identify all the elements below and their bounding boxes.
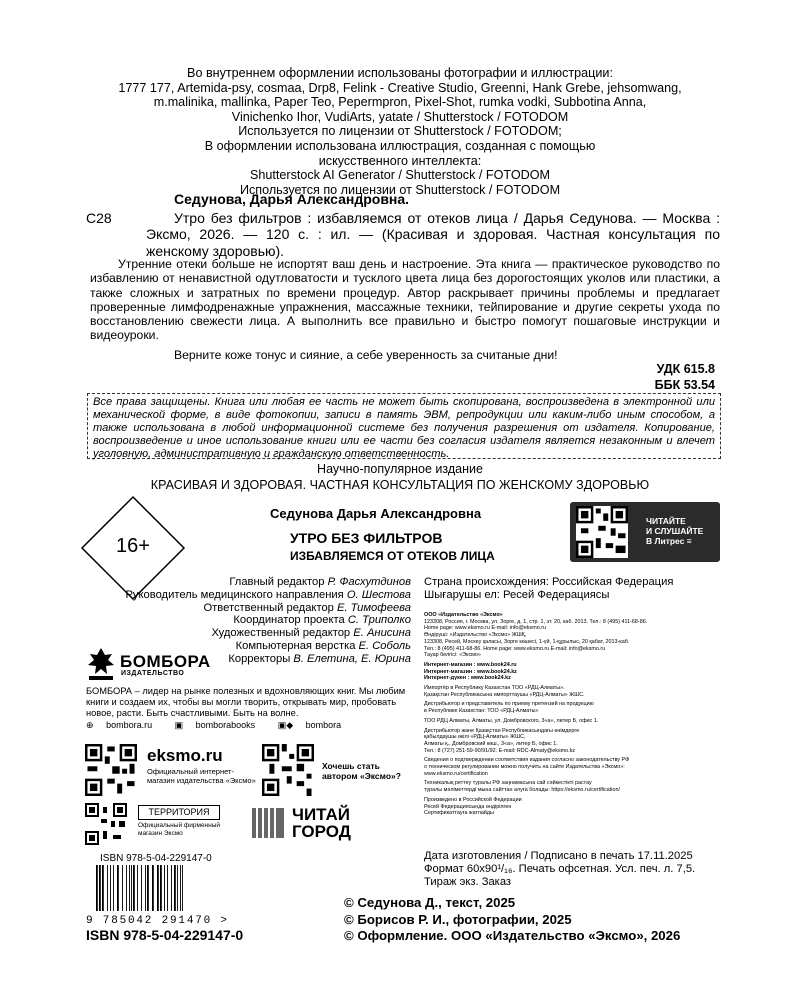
fine-line: Техникалық реттеу туралы РФ заңнамасына сай сәйкестікті растау: [424, 780, 592, 787]
barcode-bar: [174, 865, 176, 911]
age-rating: 16+: [116, 535, 150, 557]
litres-label: [646, 516, 703, 546]
barcode-bar: [147, 865, 149, 911]
fine-line: Тауар белгісі: «Эксмо»: [424, 652, 481, 659]
bib-code: С28: [86, 210, 112, 226]
staff-row: Компьютерная верстка Е. Соболь: [235, 639, 411, 652]
credits-line: Используется по лицензии от Shutterstock / FOTODOM;: [238, 124, 562, 139]
eksmo-qr-icon[interactable]: [85, 744, 137, 796]
barcode-bar: [171, 865, 172, 911]
print-run: Тираж экз. Заказ: [424, 876, 512, 889]
barcode-bar: [117, 865, 119, 911]
fine-line: Өндіруші: «Издательство «Эксмо» ЖШҚ,: [424, 632, 527, 639]
fine-line: Сертификаттауға жатпайды: [424, 810, 494, 817]
bombora-name: БОМБОРА: [120, 652, 211, 671]
vk-icon: ▣: [174, 720, 184, 730]
fine-line: Алматы қ., Домбровский көш., 3«а», литер Б, офис 1.: [424, 740, 558, 747]
isbn-small: ISBN 978-5-04-229147-0: [100, 853, 212, 864]
credits-line: искусственного интеллекта:: [318, 153, 482, 168]
staff-row: Художественный редактор Е. Анисина: [211, 627, 411, 640]
barcode-bar: [129, 865, 130, 911]
barcode-bar: [157, 865, 159, 911]
udk-code: УДК 615.8: [656, 362, 715, 376]
social-link[interactable]: ▣◆ bombora: [277, 720, 342, 730]
fine-line: Сведения о подтверждении соответствия издания согласно законодательству РФ: [424, 757, 630, 764]
bib-description: Утро без фильтров : избавляемся от отеков лица / Дарья Седунова. — Москва : Эксмо, 2026. — 120 с. : ил. — (Красивая и здоровая. Частная консультация по женскому здоровью).: [146, 210, 720, 259]
barcode-digits: 9 785042 291470 >: [86, 915, 229, 925]
barcode-bar: [99, 865, 101, 911]
staff-row: Руководитель медицинского направления О. Шестова: [125, 588, 411, 601]
classification-codes: [655, 361, 715, 393]
series-name: КРАСИВАЯ И ЗДОРОВАЯ. ЧАСТНАЯ КОНСУЛЬТАЦИЯ ПО ЖЕНСКОМУ ЗДОРОВЬЮ: [150, 478, 650, 492]
fine-line: Home page: www.eksmo.ru E-mail: info@eksmo.ru: [424, 625, 547, 632]
barcode-bar: [107, 865, 108, 911]
print-info: [424, 850, 695, 890]
litres-line: В Литрес ≡: [646, 536, 692, 546]
credits-line: Используется по лицензии от Shutterstock / FOTODOM: [239, 182, 561, 197]
credits-line: Во внутреннем оформлении использованы фотографии и иллюстрации:: [187, 66, 613, 80]
print-format: Формат 60x90¹/₁₆. Печать офсетная. Усл. печ. л. 7,5.: [424, 863, 696, 876]
output-author: Седунова Дарья Александровна: [270, 506, 482, 521]
litres-qr-icon: [576, 506, 628, 558]
author-qr-icon[interactable]: [262, 744, 314, 796]
fine-line: Интернет-дүкен : www.book24.kz: [424, 675, 511, 682]
barcode-bar: [102, 865, 104, 911]
social-link[interactable]: ⊕ bombora.ru: [86, 720, 153, 730]
territory-qr-icon[interactable]: [85, 803, 127, 845]
fine-line: Тел.: 8 (495) 411-68-86. Home page: www.eksmo.ru E-mail: info@eksmo.ru: [424, 645, 606, 652]
barcode-bar: [160, 865, 162, 911]
copyrights: [344, 895, 680, 945]
isbn-big: ISBN 978-5-04-229147-0: [86, 927, 244, 943]
edition-kind: Научно-популярное издание: [317, 462, 483, 476]
territory-logo: ТЕРРИТОРИЯ: [138, 805, 220, 820]
fine-line: Ресей Федерациясында өндірілген: [424, 803, 512, 810]
barcode-bar: [113, 865, 114, 911]
barcode-bar: [131, 865, 132, 911]
chitai-gorod-logo-icon: [252, 808, 286, 838]
social-link[interactable]: ▣ bomborabooks: [174, 720, 256, 730]
isbn-barcode: [86, 865, 282, 925]
origin-country: [424, 576, 673, 602]
barcode-bar: [122, 865, 123, 911]
want-line: Хочешь стать: [322, 761, 380, 771]
barcode-bar: [133, 865, 135, 911]
fine-line: ООО «Издательство «Эксмо»: [424, 612, 503, 618]
fine-line: Импортёр в Республику Казахстан ТОО «РДЦ-Алматы».: [424, 685, 565, 692]
fine-line: Дистрибьютор жане Қазақстан Республикасындағы өнімдерге: [424, 727, 580, 734]
fine-line: қабылдаушы өкілі «РДЦ-Алматы» ЖШС,: [424, 734, 526, 741]
barcode-bar: [110, 865, 111, 911]
credits-line: В оформлении использована иллюстрация, созданная с помощью: [204, 138, 596, 153]
bombora-logo-icon: [86, 646, 116, 682]
fine-line: Интернет-магазин : www.book24.kz: [424, 668, 517, 675]
credits-line: m.malinika, mallinka, Paper Teo, Pepermpron, Pixel-Shot, rumka vodki, Subbotina Anna,: [153, 95, 647, 110]
barcode-bar: [177, 865, 178, 911]
barcode-bar: [96, 865, 98, 911]
print-dates: Дата изготовления / Подписано в печать 17.11.2025: [424, 850, 693, 862]
barcode-bar: [141, 865, 142, 911]
staff-row: Ответственный редактор Е. Тимофеева: [203, 601, 411, 614]
barcode-bar: [182, 865, 183, 911]
barcode-bar: [126, 865, 127, 911]
fine-line: о техническом регулировании можно получить на сайте Издательства «Эксмо»:: [424, 764, 625, 771]
fine-line: 123308, Ресей, Мәскеу қаласы, Зорге көшесі, 1-үй, 1-құрылыс, 20 қабат, 2013-каб.: [424, 638, 630, 645]
output-title: УТРО БЕЗ ФИЛЬТРОВ: [290, 530, 443, 546]
credits-line: Shutterstock AI Generator / Shutterstock / FOTODOM: [249, 168, 551, 183]
eksmo-site[interactable]: eksmo.ru: [147, 746, 223, 765]
publisher-fine-print: [424, 612, 724, 817]
fine-line: Қазақстан Республикасына импорттаушы «РДЦ-Алматы» ЖШС.: [424, 691, 585, 698]
bombora-sub: ИЗДАТЕЛЬСТВО: [121, 670, 185, 677]
copyright-line: © Седунова Д., текст, 2025: [344, 895, 516, 910]
telegram-icon: ▣◆: [277, 720, 294, 730]
barcode-bar: [152, 865, 154, 911]
fine-line: ТОО РДЦ Алматы, Алматы, ул. Домбровского, 3«а», литер Б, офис 1.: [424, 717, 599, 724]
photo-credits: [80, 66, 720, 197]
eksmo-description: Официальный интернет-магазин издательства «Эксмо»: [147, 767, 256, 785]
fine-line: Произведено в Российской Федерации: [424, 796, 522, 803]
globe-icon: ⊕: [86, 720, 94, 730]
litres-line: ЧИТАЙТЕ: [646, 516, 686, 526]
bombora-description: БОМБОРА – лидер на рынке полезных и вдохновляющих книг. Мы любим книги и создаем их, чтобы вы могли творить, открывать мир, пробовать новое, расти. Быть счастливыми. Быть на волне.: [86, 686, 406, 718]
origin-kz: Шығарушы ел: Ресей Федерациясы: [424, 589, 610, 601]
litres-line: И СЛУШАЙТЕ: [646, 526, 704, 536]
fine-line: туралы мәліметтерді мына сайттан алуға болады: https://eksmo.ru/certification/: [424, 787, 620, 794]
copyright-line: © Борисов Р. И., фотографии, 2025: [344, 911, 572, 927]
bombora-socials: [86, 720, 361, 731]
bib-author: Седунова, Дарья Александровна.: [174, 191, 410, 207]
chitai-gorod-name: ЧИТАЙ ГОРОД: [292, 805, 351, 841]
barcode-bar: [145, 865, 146, 911]
staff-row: Корректоры В. Елетина, Е. Юрина: [228, 652, 411, 665]
credits-line: Vinichenko Ihor, VudiArts, yatate / Shutterstock / FOTODOM: [231, 109, 569, 124]
rights-notice: Все права защищены. Книга или любая ее часть не может быть скопирована, воспроизведена в электронной или механической форме, в виде фотокопии, записи в память ЭВМ, репродукции или каким-либо иным способом, а также использована в любой информационной системе без получения разрешения от издателя. Копирование, воспроизведение и иное использование книги или ее части без согласия издателя является незаконным и влечет уголовную, административную и гражданскую ответственность.: [87, 393, 721, 459]
credits-line: 1777 177, Artemida-psy, cosmaa, Drp8, Felink - Creative Studio, Greenni, Hank Grebe, jehsomwang,: [118, 80, 682, 95]
fine-line: в Республике Казахстан: ТОО «РДЦ-Алматы»: [424, 708, 539, 715]
territory-description: Официальный фирменный магазин Эксмо: [138, 822, 221, 837]
output-subtitle: ИЗБАВЛЯЕМСЯ ОТ ОТЕКОВ ЛИЦА: [290, 549, 495, 563]
annotation: Утренние отеки больше не испортят ваш день и настроение. Эта книга — практическое руководство по избавлению от ненавистной одутловатости и тусклого цвета лица без дорогостоящих уколов или пластики, а также сложных и затратных по времени процедур. Автор раскрывает причины проблемы и предлагает проверенные лимфодренажные упражнения, массажные техники, тейпирование и другие секреты ухода по восстановлению свежести лица. А выполнить все правильно и быстро помогут пошаговые инструкции и видеоуроки.: [90, 257, 720, 343]
fine-line: 123308, Россия, г. Москва, ул. Зорге, д. 1, стр. 1, эт. 20, каб. 2013. Тел.: 8 (495) 411-68-86.: [424, 618, 648, 625]
barcode-bar: [164, 865, 165, 911]
staff-row: Координатор проекта С. Триполко: [233, 614, 411, 627]
want-line: автором «Эксмо»?: [322, 771, 401, 781]
become-author: [322, 761, 401, 781]
fine-line: Дистрибьютор и представитель по приему претензий на продукцию: [424, 701, 594, 708]
barcode-bar: [180, 865, 181, 911]
annotation-closing: Верните коже тонус и сияние, а себе уверенность за считаные дни!: [174, 348, 558, 362]
barcode-bar: [167, 865, 168, 911]
origin-ru: Страна происхождения: Российская Федерация: [424, 576, 674, 588]
barcode-bar: [137, 865, 138, 911]
fine-line: www.eksmo.ru/certification: [424, 770, 488, 777]
fine-line: Тел.: 8 (727) 251-59-90/91/92. E-mail: RDC-Almaty@eksmo.kz: [424, 747, 576, 754]
bbk-code: ББК 53.54: [654, 378, 715, 392]
fine-line: Интернет-магазин : www.book24.ru: [424, 661, 517, 668]
staff-row: Главный редактор Р. Фасхутдинов: [229, 576, 411, 588]
copyright-line: © Оформление. ООО «Издательство «Эксмо», 2026: [344, 928, 681, 943]
